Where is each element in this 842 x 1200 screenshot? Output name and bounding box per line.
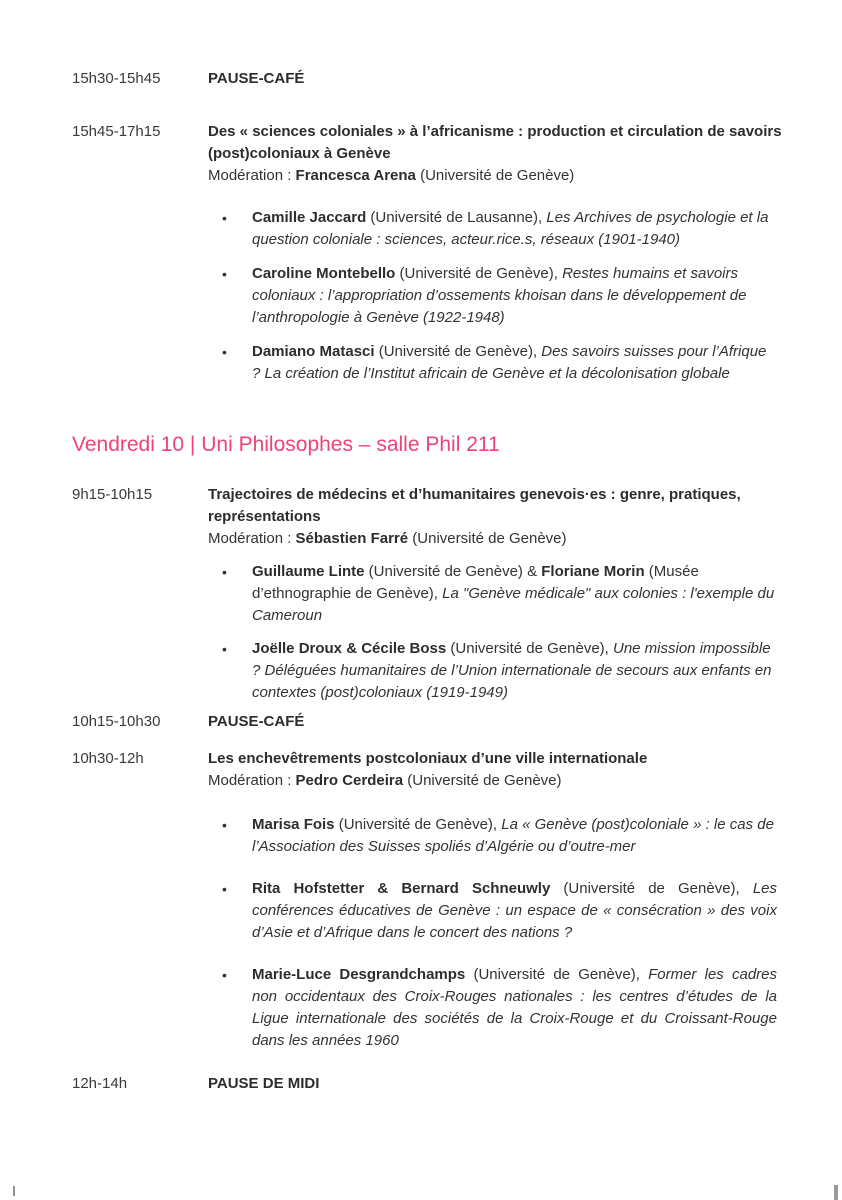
paragraph <box>208 711 785 733</box>
list-item <box>222 964 777 1052</box>
session-time: 12h-14h <box>72 1075 128 1092</box>
paragraph <box>208 770 785 792</box>
regular-text: Modération : <box>208 167 296 184</box>
bullet-icon: • <box>222 967 227 983</box>
session-time: 10h15-10h30 <box>72 713 161 730</box>
session-content <box>208 68 785 90</box>
list-item <box>222 814 777 858</box>
bullet-icon: • <box>222 266 227 282</box>
bold-text: Les enchevêtrements postcoloniaux d’une ville internationale <box>208 750 648 767</box>
paragraph <box>252 878 777 944</box>
session-content <box>208 748 785 792</box>
regular-text: (Université de Genève), <box>446 640 613 657</box>
regular-text: (Université de Genève) & <box>364 563 542 580</box>
session-time: 9h15-10h15 <box>72 486 153 503</box>
list-item <box>222 263 777 329</box>
bullet-icon: • <box>222 344 227 360</box>
session-row <box>72 121 785 187</box>
regular-text: (Université de Genève) <box>408 530 567 547</box>
list-item-content <box>252 207 777 251</box>
paragraph <box>208 484 785 528</box>
italic-text: Des savoirs suisses pour l’Afrique ? La création de l’Institut africain de Genève et la décolonisation globale <box>252 343 767 382</box>
italic-text: Restes humains et savoirs coloniaux : l’appropriation d’ossements khoisan dans le développement de l’anthropologie à Genève (1922-1948) <box>252 265 747 326</box>
day-heading: Vendredi 10 | Uni Philosophes – salle Phil 211 <box>72 433 500 456</box>
paragraph <box>252 207 777 251</box>
italic-text: La "Genève médicale" aux colonies : l'exemple du Cameroun <box>252 585 775 624</box>
bullet-icon: • <box>222 817 227 833</box>
bold-text: PAUSE DE MIDI <box>208 1075 320 1092</box>
bold-text: Marie-Luce Desgrandchamps <box>252 966 466 983</box>
list-item <box>222 207 777 251</box>
regular-text: (Musée d’ethnographie de Genève), <box>252 563 699 602</box>
session-time: 15h45-17h15 <box>72 123 161 140</box>
bold-text: Camille Jaccard <box>252 209 367 226</box>
regular-text: (Université de Lausanne), <box>366 209 547 226</box>
list-item-content <box>252 561 777 627</box>
list-item <box>222 341 777 385</box>
session-content <box>208 1073 785 1095</box>
italic-text: Former les cadres non occidentaux des Croix-Rouges nationales : les centres d’études de la Ligue internationale des sociétés de la Croix-Rouge et du Croissant-Rouge dans les années 1960 <box>252 966 777 1049</box>
list-item-content <box>252 341 777 385</box>
list-item <box>222 878 777 944</box>
bold-text: Guillaume Linte <box>252 563 365 580</box>
page-edge-bar-right <box>834 1185 838 1200</box>
bullet-icon: • <box>222 564 227 580</box>
session-content <box>208 711 785 733</box>
session-content <box>208 121 785 187</box>
bold-text: PAUSE-CAFÉ <box>208 713 305 730</box>
regular-text: (Université de Genève) <box>415 167 575 184</box>
bold-text: Trajectoires de médecins et d’humanitaires genevois·es : genre, pratiques, représentations <box>208 486 741 525</box>
regular-text: Modération : <box>208 772 296 789</box>
regular-text: (Université de Genève), <box>395 265 563 282</box>
session-row <box>72 68 785 90</box>
bold-text: Pedro Cerdeira <box>295 772 404 789</box>
session-time: 15h30-15h45 <box>72 70 161 87</box>
paragraph <box>252 964 777 1052</box>
paragraph <box>252 638 777 704</box>
bold-text: PAUSE-CAFÉ <box>208 70 305 87</box>
session-row <box>72 748 785 792</box>
bullet-icon: • <box>222 881 227 897</box>
regular-text: (Université de Genève) <box>403 772 562 789</box>
page-edge-tick-left <box>13 1186 15 1196</box>
regular-text: (Université de Genève), <box>550 880 753 897</box>
italic-text: Une mission impossible ? Déléguées humanitaires de l’Union internationale de secours aux enfants en contextes (post)coloniaux (1919-1949) <box>252 640 772 701</box>
list-item <box>222 561 777 627</box>
schedule-blocks <box>72 68 785 1095</box>
paragraph <box>252 814 777 858</box>
session-time: 10h30-12h <box>72 750 144 767</box>
italic-text: Les Archives de psychologie et la question coloniale : sciences, acteur.rice.s, réseaux (1901-1940) <box>252 209 769 248</box>
paragraph <box>252 341 777 385</box>
list-item-content <box>252 263 777 329</box>
bold-text: Rita Hofstetter & Bernard Schneuwly <box>252 880 551 897</box>
paragraph <box>208 748 785 770</box>
paragraph <box>208 68 785 90</box>
bullet-icon: • <box>222 641 227 657</box>
session-row <box>72 711 785 733</box>
bold-text: Marisa Fois <box>252 816 335 833</box>
list-item-content <box>252 638 777 704</box>
regular-text: (Université de Genève), <box>334 816 502 833</box>
paragraph <box>208 528 785 550</box>
bold-text: Francesca Arena <box>295 167 416 184</box>
bold-text: Caroline Montebello <box>252 265 396 282</box>
bold-text: Sébastien Farré <box>295 530 409 547</box>
paragraph <box>252 263 777 329</box>
list-item-content <box>252 814 777 858</box>
italic-text: La « Genève (post)coloniale » : le cas de l’Association des Suisses spoliés d’Algérie ou d’outre-mer <box>252 816 774 855</box>
session-content <box>208 484 785 550</box>
paragraph <box>208 165 785 187</box>
list-item <box>222 638 777 704</box>
regular-text: (Université de Genève), <box>374 343 542 360</box>
paragraph <box>208 121 785 165</box>
session-row <box>72 1073 785 1095</box>
bold-text: Damiano Matasci <box>252 343 375 360</box>
list-item-content <box>252 878 777 944</box>
bold-text: Des « sciences coloniales » à l’africanisme : production et circulation de savoirs (post)coloniaux à Genève <box>208 123 782 162</box>
bold-text: Floriane Morin <box>541 563 645 580</box>
paragraph <box>252 561 777 627</box>
regular-text: (Université de Genève), <box>465 966 649 983</box>
list-item-content <box>252 964 777 1052</box>
bold-text: Joëlle Droux & Cécile Boss <box>252 640 447 657</box>
session-row <box>72 484 785 550</box>
regular-text: Modération : <box>208 530 296 547</box>
italic-text: Les conférences éducatives de Genève : un espace de « consécration » des voix d’Asie et d’Afrique dans le concert des nations ? <box>252 880 777 941</box>
bullet-icon: • <box>222 210 227 226</box>
paragraph <box>208 1073 785 1095</box>
